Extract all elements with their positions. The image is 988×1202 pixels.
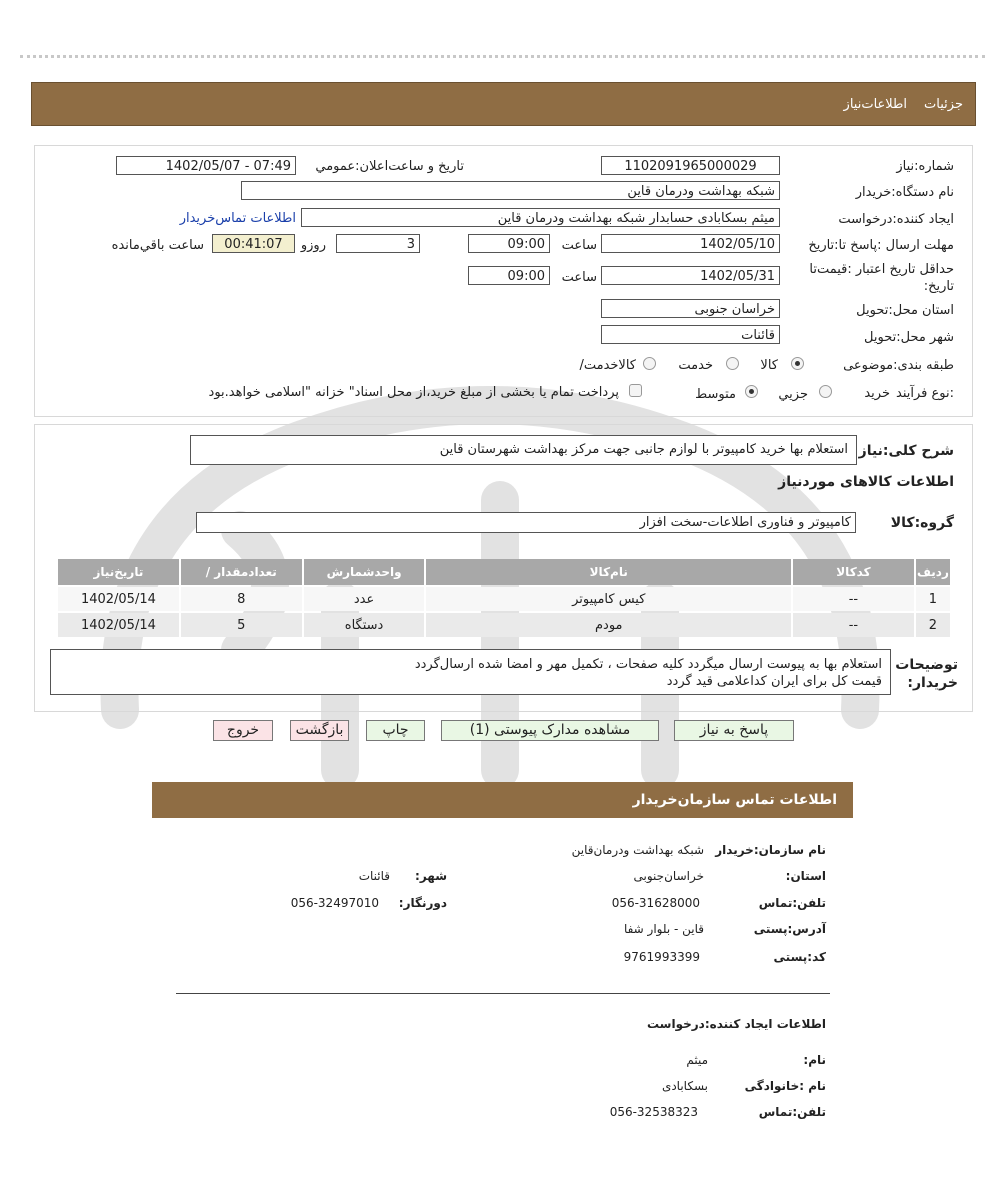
process-partial-label: جزیي [778, 387, 808, 402]
category-service-label: خدمت [678, 358, 713, 373]
category-goods-service-radio[interactable] [643, 357, 656, 370]
contact-city-label: :شهر [415, 869, 447, 883]
process-buy-label: خرید [864, 386, 890, 401]
treasury-note: پرداخت تمام یا بخشی از مبلغ خرید،از محل اسناد" خزانه "اسلامی خواهد.بود [208, 385, 619, 400]
overview-label: شرح کلی:نیاز [858, 443, 954, 459]
col-quantity: / تعدادمقدار [181, 559, 302, 585]
contact-province-value: خراسان‌جنوبی [633, 869, 704, 883]
category-service-radio[interactable] [726, 357, 739, 370]
cell-row: 2 [916, 613, 950, 637]
validity-label-2: :تاریخ [923, 279, 954, 294]
creator-info-heading: اطلاعات ایجاد کننده:درخواست [646, 1017, 826, 1031]
contact-header [152, 782, 853, 818]
contact-postal-label: کد:پستی [773, 950, 826, 964]
creator-field: میثم بسکابادی حسابدار شبکه بهداشت ودرمان قاین [301, 208, 780, 227]
deadline-time-field: 09:00 [468, 234, 550, 253]
validity-date-field: 1402/05/31 [601, 266, 780, 285]
process-label: نوع فرآیند: [896, 386, 954, 401]
cell-unit: دستگاه [304, 613, 425, 637]
city-field: قائنات [601, 325, 780, 344]
cell-quantity: 5 [181, 613, 302, 637]
city-label: شهر محل:تحویل [864, 330, 954, 345]
contact-phone-label: تلفن:تماس [758, 896, 826, 910]
treasury-checkbox[interactable] [629, 384, 642, 397]
announce-datetime-field: 1402/05/07 - 07:49 [116, 156, 296, 175]
deadline-label: مهلت ارسال :پاسخ تا:تاریخ [808, 238, 954, 253]
creator-name-label: :نام [803, 1053, 826, 1067]
validity-label-1: حداقل تاریخ اعتبار :قیمت‌تا [809, 262, 954, 277]
announce-label: تاریخ و ساعت‌اعلان:عمومي [315, 159, 464, 174]
remaining-time-field: 00:41:07 [212, 234, 295, 253]
validity-time-field: 09:00 [468, 266, 550, 285]
contact-fax-label: :دورنگار [398, 896, 447, 910]
notes-label-2: :خریدار [907, 675, 958, 691]
contact-postal-value: 9761993399 [623, 950, 700, 964]
table-row [58, 613, 950, 637]
col-item-code: کدکالا [793, 559, 914, 585]
cell-item-code: -- [793, 613, 914, 637]
process-medium-label: متوسط [695, 387, 736, 402]
days-label: روزو [300, 238, 326, 253]
creator-label: ایجاد کننده:درخواست [838, 212, 954, 227]
need-number-label: شماره:نیاز [896, 159, 954, 174]
creator-family-value: بسکابادی [661, 1079, 708, 1093]
overview-field: استعلام بها خرید کامپیوتر با لوازم جانبی جهت مرکز بهداشت شهرستان قاین [190, 435, 857, 465]
items-table [56, 557, 952, 639]
group-field: کامپیوتر و فناوری اطلاعات-سخت افزار [196, 512, 856, 533]
category-goods-service-label: /کالاخدمت [579, 358, 636, 373]
process-partial-radio[interactable] [819, 385, 832, 398]
col-unit: واحدشمارش [304, 559, 425, 585]
contact-divider [176, 993, 830, 994]
table-header-row [58, 559, 950, 585]
deadline-time-label: ساعت [561, 238, 597, 253]
category-goods-label: کالا [760, 358, 778, 373]
contact-address-label: آدرس:پستی [753, 922, 826, 936]
buyer-org-label: نام دستگاه:خریدار [855, 185, 954, 200]
contact-org-value: شبکه بهداشت ودرمان‌قاین [571, 843, 704, 857]
header-need-info-tab[interactable]: اطلاعات‌نیاز [843, 97, 907, 112]
col-item-name: نام‌کالا [426, 559, 791, 585]
cell-unit: عدد [304, 587, 425, 611]
creator-family-label: نام :خانوادگی [744, 1079, 826, 1093]
process-medium-radio[interactable] [745, 385, 758, 398]
cell-quantity: 8 [181, 587, 302, 611]
creator-phone-value: 056-32538323 [609, 1105, 698, 1119]
cell-row: 1 [916, 587, 950, 611]
category-label: طبقه بندی:موضوعی [843, 358, 954, 373]
top-divider [20, 55, 985, 58]
col-row: ردیف [916, 559, 950, 585]
col-need-date: تاریخ‌نیاز [58, 559, 179, 585]
view-documents-button[interactable]: مشاهده مدارک پیوستی (1) [441, 720, 659, 741]
validity-time-label: ساعت [561, 270, 597, 285]
category-goods-radio[interactable] [791, 357, 804, 370]
cell-item-code: -- [793, 587, 914, 611]
days-field: 3 [336, 234, 420, 253]
need-number-field: 1102091965000029 [601, 156, 780, 175]
page-header [31, 82, 976, 126]
cell-need-date: 1402/05/14 [58, 613, 179, 637]
contact-province-label: :استان [785, 869, 826, 883]
group-label: گروه:کالا [890, 515, 954, 531]
back-button[interactable]: بازگشت [290, 720, 349, 741]
cell-need-date: 1402/05/14 [58, 587, 179, 611]
contact-org-label: نام سازمان:خریدار [715, 843, 826, 857]
cell-item-name: مودم [426, 613, 791, 637]
contact-phone-value: 056-31628000 [611, 896, 700, 910]
remaining-label: ساعت باقي‌مانده [111, 238, 204, 253]
table-row [58, 587, 950, 611]
buyer-contact-link[interactable]: اطلاعات تماس‌خریدار [179, 211, 296, 226]
items-info-heading: اطلاعات کالاهای موردنیاز [778, 474, 954, 490]
notes-label-1: توضیحات [895, 657, 958, 673]
creator-name-value: میثم [686, 1053, 708, 1067]
contact-header-title: اطلاعات تماس سازمان‌خریدار [632, 792, 837, 808]
notes-line-2: قیمت کل برای ایران کداعلامی قید گردد [666, 674, 882, 689]
buyer-org-field: شبکه بهداشت ودرمان قاین [241, 181, 780, 200]
header-details-tab[interactable]: جزئیات [924, 97, 963, 112]
notes-line-1: استعلام بها به پیوست ارسال میگردد کلیه صفحات ، تکمیل مهر و امضا شده ارسال‌گردد [414, 657, 882, 672]
print-button[interactable]: چاپ [366, 720, 425, 741]
cell-item-name: کیس کامپیوتر [426, 587, 791, 611]
buyer-notes-box [50, 649, 891, 695]
reply-button[interactable]: پاسخ به نیاز [674, 720, 794, 741]
contact-city-value: قائنات [358, 869, 390, 883]
creator-phone-label: تلفن:تماس [758, 1105, 826, 1119]
contact-fax-value: 056-32497010 [290, 896, 379, 910]
province-label: استان محل:تحویل [856, 303, 954, 318]
deadline-date-field: 1402/05/10 [601, 234, 780, 253]
contact-address-value: قاین - بلوار شفا [623, 922, 704, 936]
province-field: خراسان جنوبی [601, 299, 780, 318]
exit-button[interactable]: خروج [213, 720, 273, 741]
